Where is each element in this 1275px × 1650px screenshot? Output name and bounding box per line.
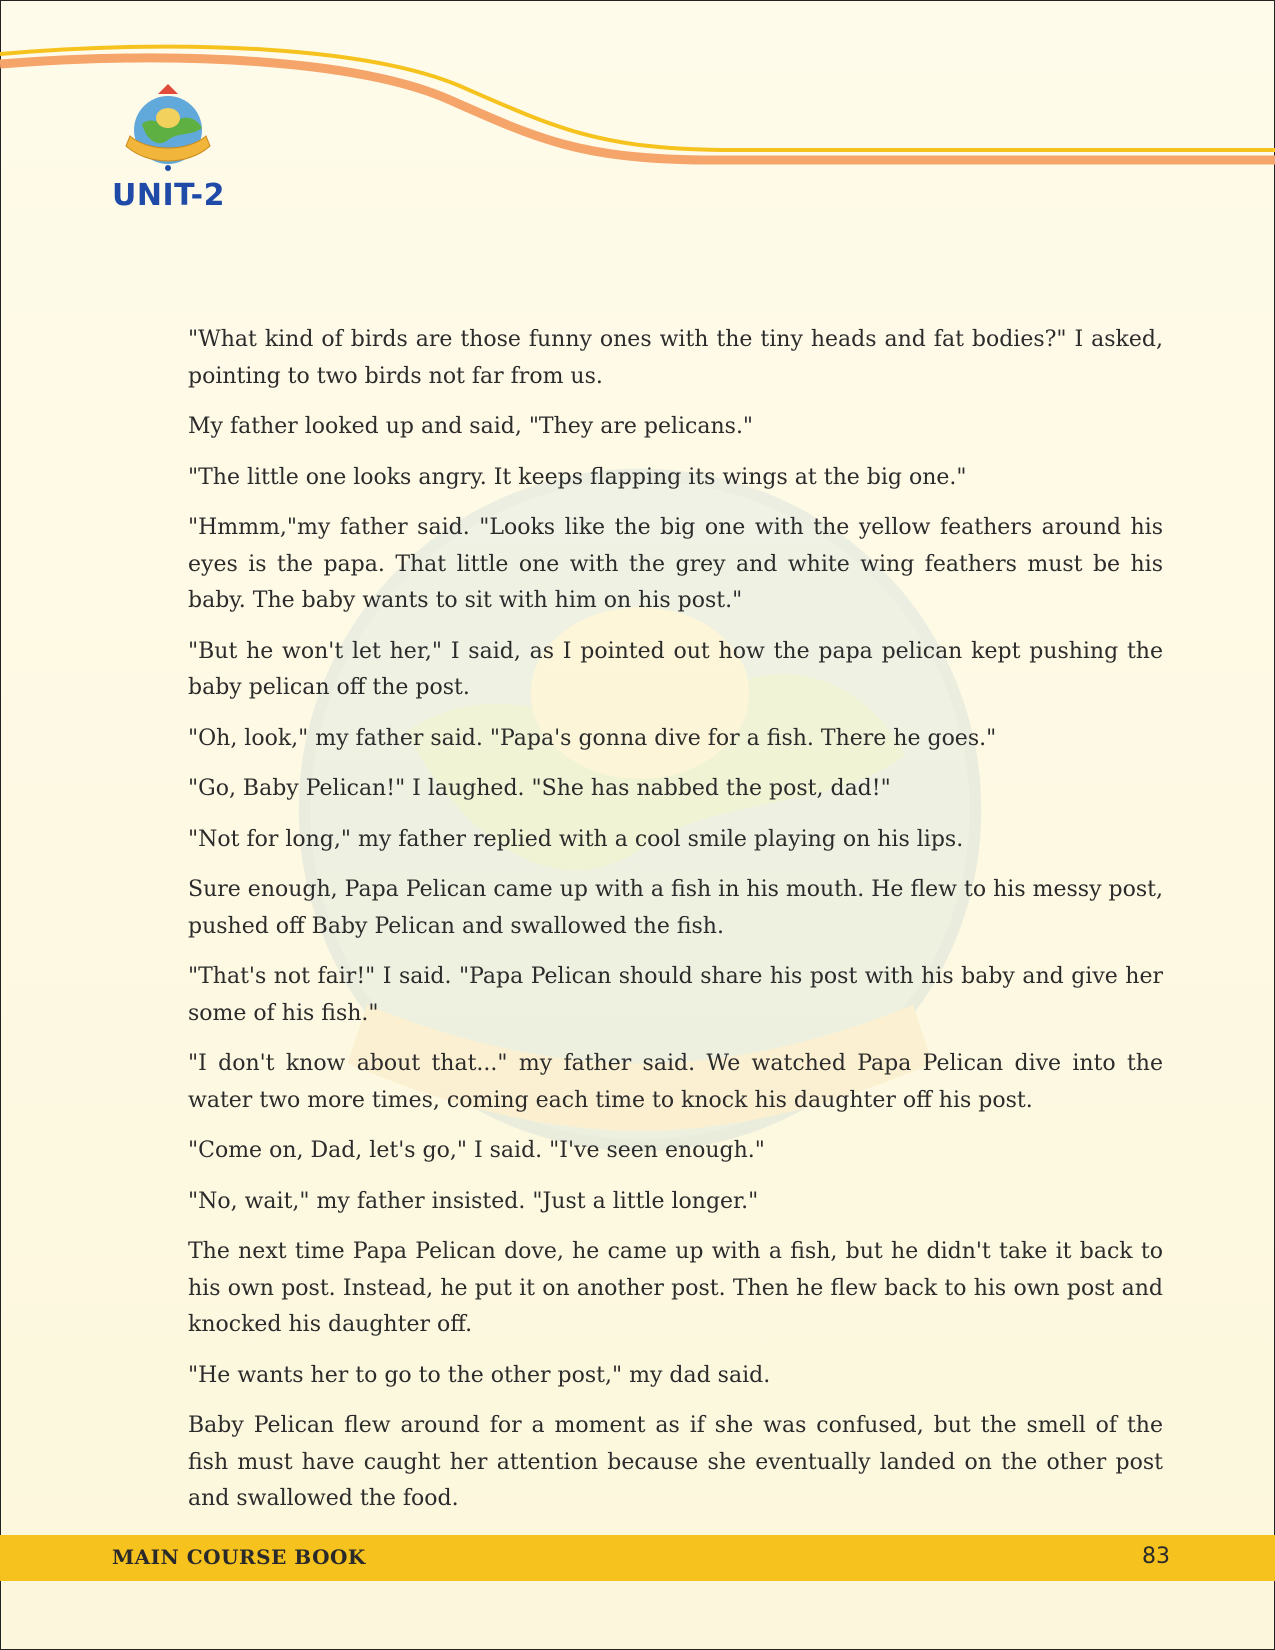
paragraph: "Oh, look," my father said. "Papa's gonna dive for a fish. There he goes." xyxy=(188,725,997,751)
paragraph: "But he won't let her," I said, as I pointed out how the papa pelican kept pushing the baby pelican off the post. xyxy=(188,638,1163,700)
page-number: 83 xyxy=(1142,1544,1170,1569)
paragraph: "I don't know about that..." my father said. We watched Papa Pelican dive into the water two more times, coming each time to knock his daughter off his post. xyxy=(188,1051,1163,1113)
paragraph: "Hmmm,"my father said. "Looks like the big one with the yellow feathers around his eyes is the papa. That little one with the grey and white wing feathers must be his baby. The baby wants to sit with him on his post." xyxy=(188,515,1163,613)
unit-title: UNIT-2 xyxy=(112,178,226,213)
paragraph: Sure enough, Papa Pelican came up with a fish in his mouth. He flew to his messy post, pushed off Baby Pelican and swallowed the fish. xyxy=(188,877,1163,939)
paragraph: My father looked up and said, "They are pelicans." xyxy=(188,414,754,439)
paragraph: Baby Pelican flew around for a moment as if she was confused, but the smell of the fish must have caught her attention because she eventually landed on the other post and swallowed the food. xyxy=(188,1413,1163,1511)
story-body xyxy=(188,322,1163,1532)
paragraph: "Come on, Dad, let's go," I said. "I've seen enough." xyxy=(188,1138,765,1163)
footer-book-title: MAIN COURSE BOOK xyxy=(112,1545,366,1569)
paragraph: "No, wait," my father insisted. "Just a little longer." xyxy=(188,1188,759,1214)
paragraph: "The little one looks angry. It keeps flapping its wings at the big one." xyxy=(188,464,967,490)
school-globe-emblem-icon xyxy=(118,78,218,178)
paragraph: "What kind of birds are those funny ones with the tiny heads and fat bodies?" I asked, pointing to two birds not far from us. xyxy=(188,327,1163,389)
paragraph: "Go, Baby Pelican!" I laughed. "She has nabbed the post, dad!" xyxy=(188,776,891,801)
paragraph: "Not for long," my father replied with a cool smile playing on his lips. xyxy=(188,826,964,852)
paragraph: The next time Papa Pelican dove, he came up with a fish, but he didn't take it back to his own post. Instead, he put it on another post. Then he flew back to his own post and knocked his daughter off. xyxy=(188,1239,1163,1337)
paragraph: "That's not fair!" I said. "Papa Pelican should share his post with his baby and give her some of his fish." xyxy=(188,964,1163,1026)
paragraph: "He wants her to go to the other post," my dad said. xyxy=(188,1362,771,1388)
